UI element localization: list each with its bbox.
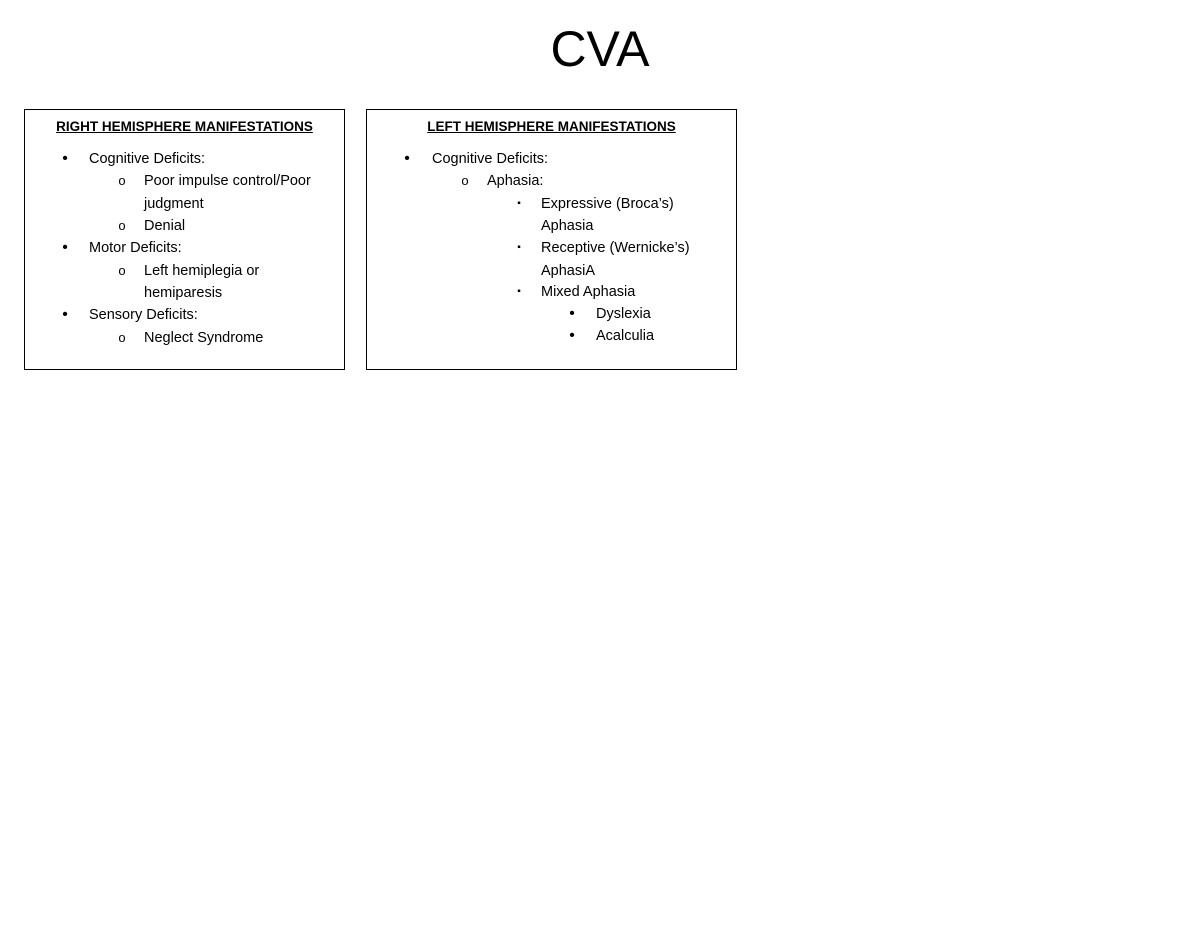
- right-sensory-item-1: Neglect Syndrome: [144, 330, 264, 346]
- right-cognitive-item-1-cont: judgment: [144, 196, 204, 212]
- bullet-circle-icon: o: [118, 263, 126, 278]
- left-receptive-aphasia: Receptive (Wernicke’s): [541, 240, 690, 256]
- left-expressive-aphasia: Expressive (Broca’s): [541, 196, 674, 212]
- bullet-dot-icon: •: [62, 150, 68, 167]
- left-expressive-aphasia-cont: Aphasia: [541, 218, 594, 234]
- right-motor-label: Motor Deficits:: [89, 240, 182, 256]
- bullet-circle-icon: o: [461, 173, 469, 188]
- left-receptive-aphasia-cont: AphasiA: [541, 263, 596, 279]
- bullet-dot-icon: •: [404, 150, 410, 167]
- right-cognitive-item-2: Denial: [144, 218, 186, 234]
- bullet-circle-icon: o: [118, 330, 126, 345]
- bullet-circle-icon: o: [118, 173, 126, 188]
- bullet-circle-icon: o: [118, 218, 126, 233]
- bullet-dot-icon: •: [569, 327, 575, 344]
- right-hemisphere-box: [24, 109, 345, 370]
- right-cognitive-label: Cognitive Deficits:: [89, 151, 206, 167]
- right-sensory-label: Sensory Deficits:: [89, 307, 198, 323]
- right-cognitive-item-1: Poor impulse control/Poor: [144, 173, 311, 189]
- left-mixed-aphasia: Mixed Aphasia: [541, 284, 636, 300]
- left-hemisphere-heading: LEFT HEMISPHERE MANIFESTATIONS: [427, 119, 676, 134]
- bullet-dot-icon: •: [62, 239, 68, 256]
- right-hemisphere-heading: RIGHT HEMISPHERE MANIFESTATIONS: [56, 119, 313, 134]
- right-motor-item-1: Left hemiplegia or: [144, 263, 260, 279]
- bullet-square-icon: ▪: [517, 242, 521, 253]
- left-cognitive-label: Cognitive Deficits:: [432, 151, 549, 167]
- left-hemisphere-box: [366, 109, 737, 370]
- right-motor-item-1-cont: hemiparesis: [144, 285, 223, 301]
- page-title: CVA: [550, 21, 650, 77]
- left-aphasia-label: Aphasia:: [487, 173, 544, 189]
- bullet-dot-icon: •: [569, 305, 575, 322]
- bullet-dot-icon: •: [62, 306, 68, 323]
- bullet-square-icon: ▪: [517, 286, 521, 297]
- left-acalculia: Acalculia: [596, 328, 655, 344]
- left-dyslexia: Dyslexia: [596, 306, 651, 322]
- bullet-square-icon: ▪: [517, 198, 521, 209]
